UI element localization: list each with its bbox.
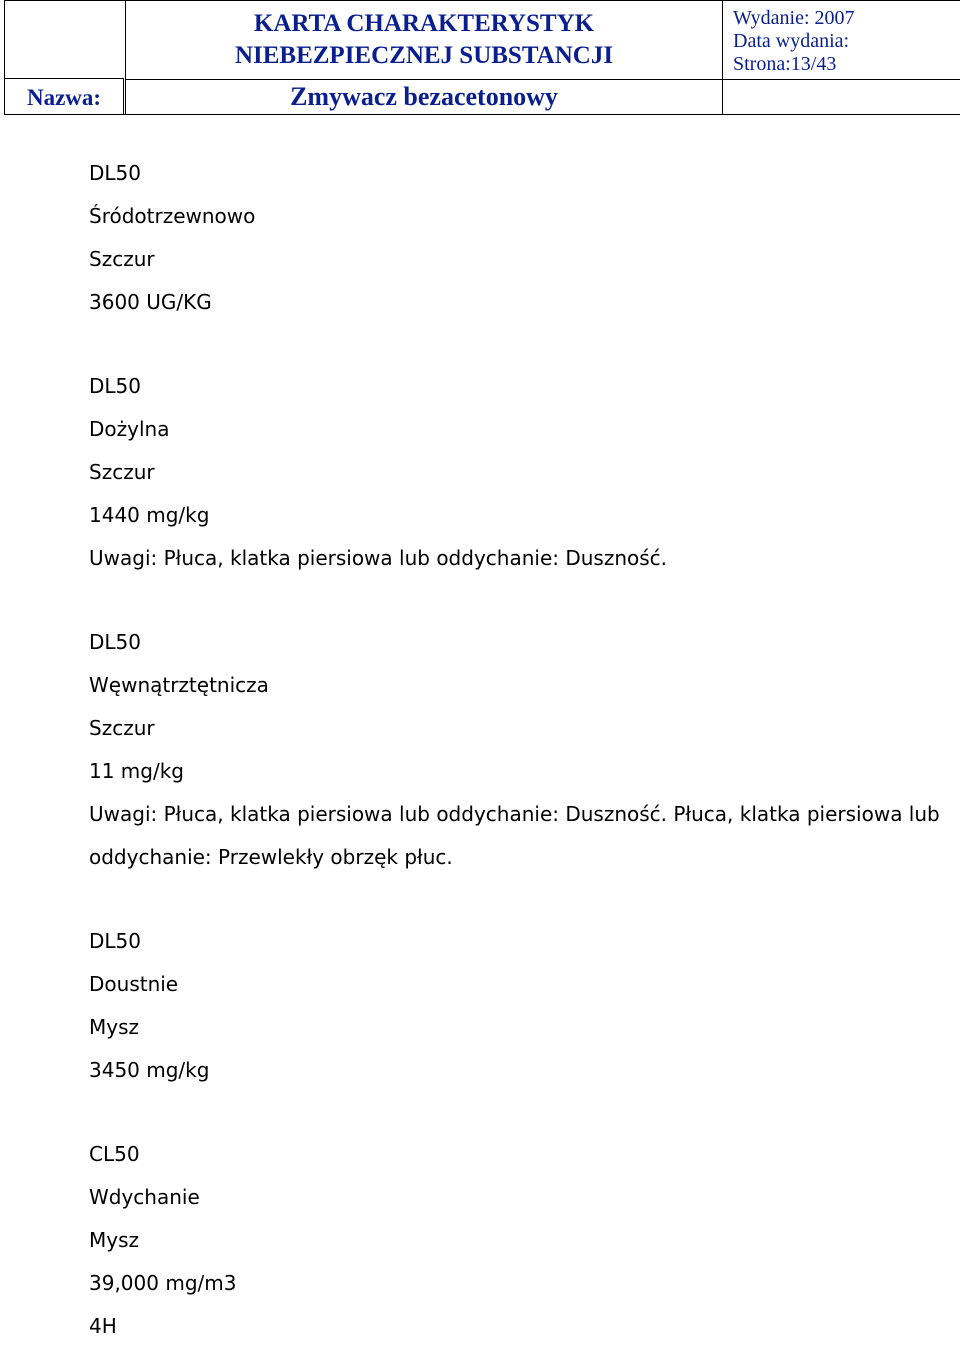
entry-note: Uwagi: Płuca, klatka piersiowa lub oddychanie: Duszność. bbox=[89, 537, 949, 580]
entry-species: Mysz bbox=[89, 1219, 949, 1262]
entry-value: 3450 mg/kg bbox=[89, 1049, 949, 1092]
entry-route: Śródotrzewnowo bbox=[89, 195, 949, 238]
entry-1 bbox=[89, 152, 949, 324]
entry-route: Dożylna bbox=[89, 408, 949, 451]
document-title bbox=[126, 1, 723, 80]
entry-route: Wdychanie bbox=[89, 1176, 949, 1219]
entry-type: CL50 bbox=[89, 1133, 949, 1176]
entry-species: Szczur bbox=[89, 451, 949, 494]
entry-4 bbox=[89, 920, 949, 1092]
header-empty-cell bbox=[723, 80, 960, 115]
entry-species: Szczur bbox=[89, 238, 949, 281]
entry-value: 11 mg/kg bbox=[89, 750, 949, 793]
entry-species: Szczur bbox=[89, 707, 949, 750]
title-line-1: KARTA CHARAKTERYSTYK bbox=[126, 8, 722, 40]
entry-value: 3600 UG/KG bbox=[89, 281, 949, 324]
entry-type: DL50 bbox=[89, 621, 949, 664]
entry-2 bbox=[89, 365, 949, 580]
issue-date: Data wydania: bbox=[733, 30, 960, 53]
entry-5 bbox=[89, 1133, 949, 1348]
edition: Wydanie: 2007 bbox=[733, 7, 960, 30]
entry-value: 1440 mg/kg bbox=[89, 494, 949, 537]
entry-value: 39,000 mg/m3 bbox=[89, 1262, 949, 1305]
document-header bbox=[4, 0, 960, 115]
entry-note: Uwagi: Płuca, klatka piersiowa lub oddychanie: Duszność. Płuca, klatka piersiowa lub oddychanie: Przewlekły obrzęk płuc. bbox=[89, 793, 949, 879]
toxicity-data bbox=[89, 152, 949, 1348]
entry-3 bbox=[89, 621, 949, 879]
entry-type: DL50 bbox=[89, 152, 949, 195]
entry-route: Doustnie bbox=[89, 963, 949, 1006]
entry-type: DL50 bbox=[89, 920, 949, 963]
entry-duration: 4H bbox=[89, 1305, 949, 1348]
product-name-value: Zmywacz bezacetonowy bbox=[290, 82, 558, 111]
page-number: Strona:13/43 bbox=[733, 53, 960, 76]
entry-species: Mysz bbox=[89, 1006, 949, 1049]
title-line-2: NIEBEZPIECZNEJ SUBSTANCJI bbox=[126, 40, 722, 72]
document-meta bbox=[723, 1, 960, 80]
entry-route: Węwnątrztętnicza bbox=[89, 664, 949, 707]
entry-type: DL50 bbox=[89, 365, 949, 408]
name-label: Nazwa: bbox=[4, 78, 124, 115]
product-name bbox=[126, 80, 723, 115]
